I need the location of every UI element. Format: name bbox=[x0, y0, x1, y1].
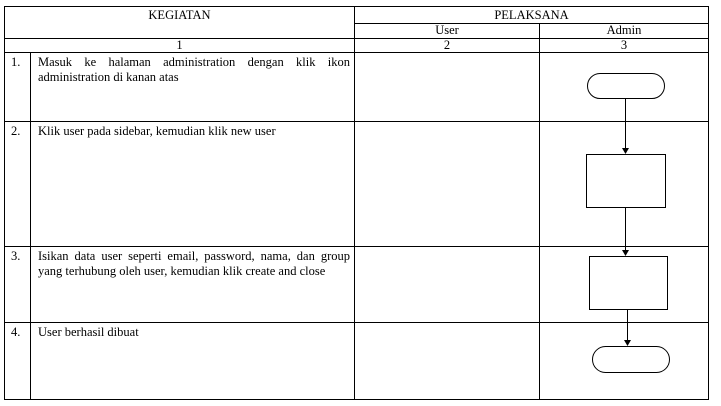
header-user: User bbox=[435, 23, 459, 37]
header-kegiatan: KEGIATAN bbox=[148, 8, 211, 22]
arrowhead-2 bbox=[622, 250, 629, 256]
row-3-number: 3. bbox=[11, 249, 21, 263]
header-admin: Admin bbox=[606, 23, 642, 37]
header-pelaksana: PELAKSANA bbox=[494, 8, 569, 22]
arrowhead-3 bbox=[624, 340, 631, 346]
row-1-text-line-1: Masuk ke halaman administration dengan klik ikon bbox=[38, 55, 350, 69]
row-2-number: 2. bbox=[11, 124, 21, 138]
header-col-number-2: 2 bbox=[443, 38, 451, 52]
row-1-number: 1. bbox=[11, 55, 21, 69]
row-3-text-line-2: yang terhubung oleh user, kemudian klik create and close bbox=[38, 264, 326, 278]
row-4-number: 4. bbox=[11, 325, 21, 339]
process-box-1 bbox=[587, 155, 666, 208]
header-col-number-3: 3 bbox=[620, 38, 628, 52]
arrowhead-1 bbox=[622, 148, 629, 154]
row-1-text-line-2: administration di kanan atas bbox=[38, 70, 179, 84]
process-box-2 bbox=[590, 257, 668, 310]
start-terminator-shape bbox=[588, 74, 665, 99]
end-terminator-shape bbox=[593, 347, 670, 373]
row-3-text-line-1: Isikan data user seperti email, password, nama, dan group bbox=[38, 249, 350, 263]
header-col-number-1: 1 bbox=[176, 38, 183, 52]
row-4-text-line-1: User berhasil dibuat bbox=[38, 325, 139, 339]
row-2-text-line-1: Klik user pada sidebar, kemudian klik new user bbox=[38, 124, 276, 138]
